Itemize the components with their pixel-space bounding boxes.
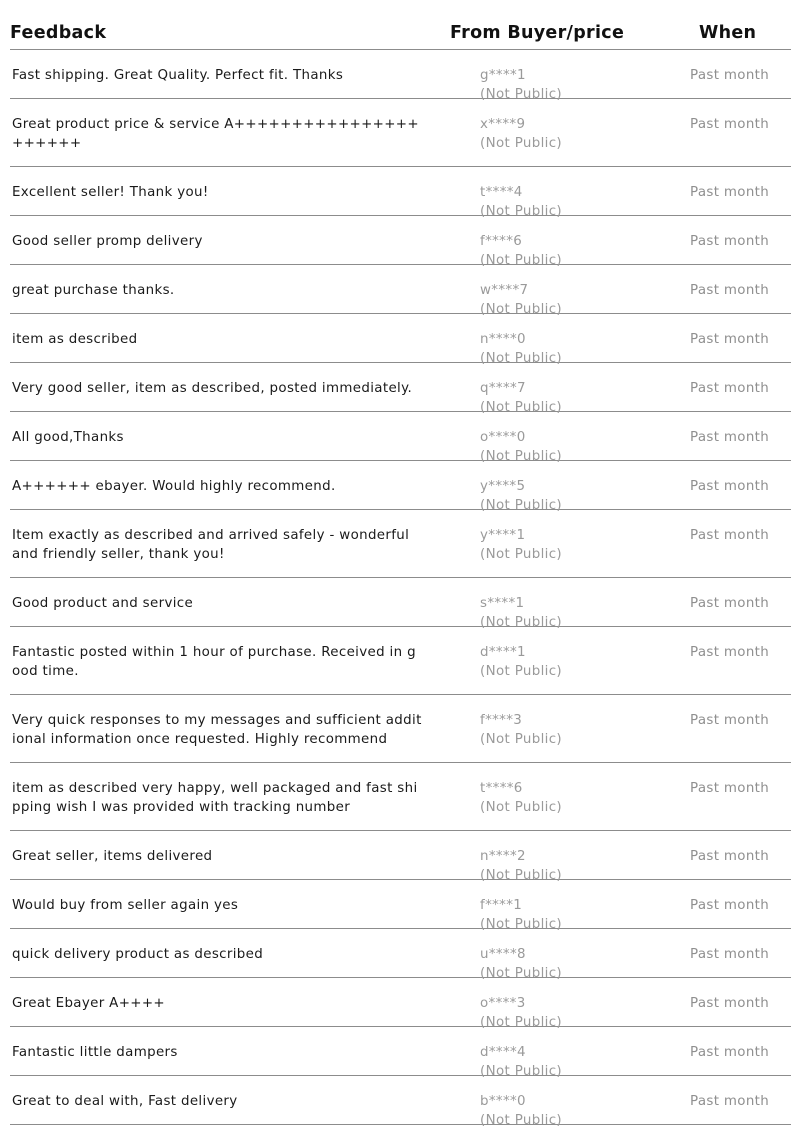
feedback-date: Past month: [690, 947, 770, 962]
buyer-id: q****7: [480, 381, 526, 396]
buyer-id: u****8: [480, 947, 526, 962]
feedback-date: Past month: [690, 185, 770, 200]
feedback-date: Past month: [690, 713, 770, 728]
table-row: [10, 1027, 791, 1079]
feedback-comment: Good seller promp delivery: [12, 234, 203, 249]
feedback-date: Past month: [690, 781, 770, 796]
table-row: [10, 929, 791, 981]
table-row: [10, 978, 791, 1030]
buyer-id: f****3: [480, 713, 523, 728]
feedback-comment: Fantastic little dampers: [12, 1045, 178, 1060]
price-visibility-note: (Not Public): [480, 547, 562, 562]
feedback-date: Past month: [690, 596, 770, 611]
table-row: [10, 314, 791, 366]
price-visibility-note: (Not Public): [480, 1015, 562, 1030]
price-visibility-note: (Not Public): [480, 1113, 562, 1128]
buyer-id: n****0: [480, 332, 526, 347]
buyer-id: b****0: [480, 1094, 526, 1109]
price-visibility-note: (Not Public): [480, 87, 562, 102]
price-visibility-note: (Not Public): [480, 1064, 562, 1079]
buyer-cell: [480, 779, 562, 817]
buyer-cell: [480, 1092, 562, 1130]
table-row: [10, 831, 791, 883]
price-visibility-note: (Not Public): [480, 664, 562, 679]
table-row: [10, 99, 791, 167]
price-visibility-note: (Not Public): [480, 302, 562, 317]
buyer-id: f****1: [480, 898, 523, 913]
buyer-column-header: From Buyer/price: [450, 23, 625, 43]
feedback-comment: Very good seller, item as described, posted immediately.: [12, 381, 413, 396]
price-visibility-note: (Not Public): [480, 917, 562, 932]
feedback-rows: [10, 50, 791, 1128]
feedback-date: Past month: [690, 645, 770, 660]
table-row: [10, 510, 791, 578]
feedback-comment: great purchase thanks.: [12, 283, 175, 298]
feedback-date: Past month: [690, 332, 770, 347]
buyer-id: d****1: [480, 645, 526, 660]
feedback-comment: Fast shipping. Great Quality. Perfect fit. Thanks: [12, 68, 344, 83]
table-row: [10, 363, 791, 415]
table-row: [10, 216, 791, 268]
feedback-comment: Great to deal with, Fast delivery: [12, 1094, 238, 1109]
buyer-id: x****9: [480, 117, 526, 132]
price-visibility-note: (Not Public): [480, 136, 562, 151]
price-visibility-note: (Not Public): [480, 732, 562, 747]
feedback-comment: All good,Thanks: [12, 430, 124, 445]
buyer-cell: [480, 711, 562, 749]
table-row: [10, 265, 791, 317]
feedback-date: Past month: [690, 1094, 770, 1109]
feedback-column-header: Feedback: [10, 23, 107, 43]
feedback-comment: Fantastic posted within 1 hour of purchase. Received in good time.: [12, 645, 416, 679]
feedback-comment: Very quick responses to my messages and sufficient additional information once requested. Highly recommend: [12, 713, 422, 747]
feedback-date: Past month: [690, 117, 770, 132]
feedback-comment: Great seller, items delivered: [12, 849, 213, 864]
table-row: [10, 50, 791, 102]
feedback-date: Past month: [690, 996, 770, 1011]
feedback-date: Past month: [690, 1045, 770, 1060]
price-visibility-note: (Not Public): [480, 498, 562, 513]
feedback-comment: A++++++ ebayer. Would highly recommend.: [12, 479, 336, 494]
buyer-cell: [480, 115, 562, 153]
buyer-id: t****4: [480, 185, 523, 200]
feedback-date: Past month: [690, 283, 770, 298]
buyer-id: o****0: [480, 430, 526, 445]
buyer-id: s****1: [480, 596, 525, 611]
buyer-id: f****6: [480, 234, 523, 249]
feedback-date: Past month: [690, 479, 770, 494]
when-column-header: When: [699, 23, 757, 43]
feedback-comment: Good product and service: [12, 596, 194, 611]
feedback-comment: Excellent seller! Thank you!: [12, 185, 209, 200]
table-row: [10, 627, 791, 695]
price-visibility-note: (Not Public): [480, 204, 562, 219]
buyer-id: w****7: [480, 283, 529, 298]
buyer-cell: [480, 643, 562, 681]
buyer-id: y****1: [480, 528, 526, 543]
table-row: [10, 167, 791, 219]
feedback-comment: Would buy from seller again yes: [12, 898, 239, 913]
table-row: [10, 461, 791, 513]
buyer-cell: [480, 526, 562, 564]
price-visibility-note: (Not Public): [480, 449, 562, 464]
price-visibility-note: (Not Public): [480, 351, 562, 366]
buyer-id: n****2: [480, 849, 526, 864]
buyer-id: o****3: [480, 996, 526, 1011]
feedback-date: Past month: [690, 68, 770, 83]
price-visibility-note: (Not Public): [480, 800, 562, 815]
feedback-date: Past month: [690, 849, 770, 864]
price-visibility-note: (Not Public): [480, 966, 562, 981]
table-header: [10, 0, 791, 50]
feedback-date: Past month: [690, 234, 770, 249]
feedback-date: Past month: [690, 381, 770, 396]
price-visibility-note: (Not Public): [480, 868, 562, 883]
buyer-id: t****6: [480, 781, 523, 796]
feedback-table: [10, 0, 791, 1128]
table-row: [10, 578, 791, 630]
feedback-comment: quick delivery product as described: [12, 947, 264, 962]
feedback-comment: Great Ebayer A++++: [12, 996, 165, 1011]
table-row: [10, 412, 791, 464]
feedback-comment: item as described: [12, 332, 138, 347]
buyer-id: y****5: [480, 479, 526, 494]
price-visibility-note: (Not Public): [480, 615, 562, 630]
feedback-date: Past month: [690, 528, 770, 543]
table-row: [10, 763, 791, 831]
feedback-date: Past month: [690, 898, 770, 913]
feedback-comment: item as described very happy, well packaged and fast shipping wish I was provided with tracking number: [12, 781, 418, 815]
feedback-date: Past month: [690, 430, 770, 445]
buyer-id: d****4: [480, 1045, 526, 1060]
feedback-comment: Great product price & service A++++++++++++++++++++++: [12, 117, 419, 151]
price-visibility-note: (Not Public): [480, 253, 562, 268]
price-visibility-note: (Not Public): [480, 400, 562, 415]
feedback-comment: Item exactly as described and arrived safely - wonderful and friendly seller, thank you!: [12, 528, 410, 562]
table-row: [10, 1076, 791, 1128]
table-row: [10, 880, 791, 932]
buyer-id: g****1: [480, 68, 526, 83]
table-row: [10, 695, 791, 763]
